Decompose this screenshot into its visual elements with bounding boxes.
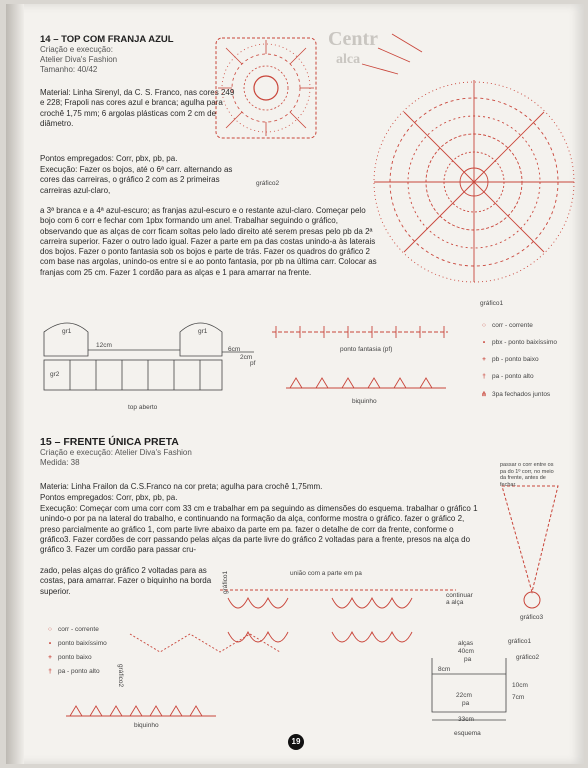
legend-label: pbx - ponto baixíssimo <box>492 339 558 346</box>
legend-item <box>476 373 534 380</box>
biquinho-label-bottom: biquinho <box>134 722 159 729</box>
grafico2-label: gráfico2 <box>256 180 280 187</box>
legend-symbol: • <box>48 640 52 647</box>
grafico2-square-motif <box>212 34 322 174</box>
top-aberto-6cm: 6cm <box>228 346 241 353</box>
top-aberto-2cm: 2cm <box>240 354 253 361</box>
pattern-15-execution: Execução: Começar com uma corr com 33 cm e trabalhar em pa seguindo as dimensões do esquema. trabalhar o gráfico 1 unindo-o por pa na lateral do trabalho, e continuando na formação da alça, conforme mostra o gráfico. fazer o gráfico 2, preso parcialmente ao gráfico 1, com parte livre abaixo da parte em pa. fazer o detalhe de corr da frente, conforme o gráfico3. Fazer cordões de corr passando pelas alças da parte livre do gráfico 2 voltadas para a frente, presos na alça do gráfico 3. Fazer um cordão para passar cru- <box>40 504 478 555</box>
esquema-40cm: 40cm <box>458 648 474 655</box>
esquema-22cm: 22cm <box>456 692 472 699</box>
pattern-14-points: Pontos empregados: Corr, pbx, pb, pa. <box>40 154 178 163</box>
top-aberto-label: top aberto <box>128 404 158 411</box>
esquema-7cm: 7cm <box>512 694 525 701</box>
page-number: 19 <box>288 734 304 750</box>
legend-label: pa - ponto alto <box>58 668 100 675</box>
legend-item <box>42 654 92 661</box>
pattern-14-size: Tamanho: 40/42 <box>40 65 98 74</box>
top-aberto-diagram <box>40 312 260 396</box>
grafico3-note: passar o corr entre os pa do 1º corr, no meio da frente, antes de fechar. <box>500 462 554 488</box>
top-aberto-pf: pf <box>250 360 256 367</box>
biquinho-label-top: biquinho <box>352 398 377 405</box>
legend-symbol: † <box>482 373 486 380</box>
legend-symbol: ○ <box>48 626 52 633</box>
top-aberto-gr1-right: gr1 <box>198 328 208 335</box>
pattern-15-material: Materia: Linha Frailon da C.S.Franco na cor preta; agulha para crochê 1,75mm. <box>40 482 323 491</box>
legend-label: ponto baixíssimo <box>58 640 107 647</box>
esquema-label: esquema <box>454 730 481 737</box>
pattern-15-size: Medida: 38 <box>40 458 80 467</box>
grafico2-side-label: gráfico2 <box>117 664 124 688</box>
grafico3-triangle <box>500 482 560 612</box>
biquinho-strip-top <box>286 376 446 392</box>
legend-symbol: ⋔ <box>481 391 487 398</box>
pattern-14-title: 14 – TOP COM FRANJA AZUL <box>40 34 174 45</box>
legend-symbol: † <box>48 668 52 675</box>
ponto-fantasia-strip <box>272 324 452 340</box>
esquema-pa: pa <box>464 656 472 663</box>
top-aberto-gr2: gr2 <box>50 371 60 378</box>
grafico1-strip-chart <box>220 582 460 702</box>
biquinho-strip-bottom <box>66 704 216 718</box>
legend-item <box>42 668 100 675</box>
grafico3-label: gráfico3 <box>520 614 544 621</box>
esquema-alcas: alças <box>458 640 474 647</box>
magazine-page <box>6 4 584 764</box>
grafico1-round-motif <box>352 34 582 294</box>
pattern-14-execution: a 3ª branca e a 4ª azul-escuro; as franjas azul-escuro e o restante azul-claro. Começar pelo bojo com 6 corr e fechar com 1pbx formando um anel. Trabalhar seguindo o gráfico, observando que as alças de corr ficam soltas pelo lado direito até serem presas pelo pb da 2ª carreira superior. Fazer o outro lado igual. Fazer a parte em pa das costas unindo-a às laterais dos bojos. Fazer o ponto fantasia sob os bojos e parte de trás. Fazer os quadros do gráfico 2 com base nas argolas, unindo-os entre si e ao ponto fantasia, por pb na última carr. Colocar as franjas com 25 cm. Fazer 1 cordão para as alças e 1 para amarrar na frente. <box>40 206 377 277</box>
top-aberto-gr1-left: gr1 <box>62 328 72 335</box>
legend-symbol: + <box>48 654 52 661</box>
pattern-14-execution-start: Execução: Fazer os bojos, até o 6ª carr. alternando as cores das carreiras, o gráfico 2 com as 2 primeiras carreiras azul-claro, <box>40 165 233 195</box>
continuar-alca-label: continuar a alça <box>446 592 473 606</box>
esquema-grafico2: gráfico2 <box>516 654 540 661</box>
pattern-15-title: 15 – FRENTE ÚNICA PRETA <box>40 436 179 448</box>
esquema-pa-2: pa <box>462 700 470 707</box>
legend-symbol: + <box>482 356 486 363</box>
legend-symbol: • <box>482 339 486 346</box>
esquema-33cm: 33cm <box>458 716 474 723</box>
pattern-14-material: Material: Linha Sirenyl, da C. S. Franco, nas cores 249 e 228; Frapoli nas cores azul e branca; agulha para crochê 1,75 mm; 6 argolas plásticas com 2 cm de diâmetro. <box>40 88 235 128</box>
legend-label: ponto baixo <box>58 654 92 661</box>
faded-heading: Centr <box>328 28 378 50</box>
top-aberto-12cm: 12cm <box>96 342 112 349</box>
legend-label: corr - corrente <box>58 626 99 633</box>
legend-item <box>476 339 557 346</box>
legend-item <box>42 626 99 633</box>
legend-item <box>476 390 550 398</box>
esquema-diagram <box>426 648 526 728</box>
legend-label: 3pa fechados juntos <box>492 391 551 398</box>
pattern-15-execution-end: zado, pelas alças do gráfico 2 voltadas para as costas, para amarrar. Fazer o biquinho na borda superior. <box>40 566 212 596</box>
faded-heading-2: alca <box>336 52 361 67</box>
legend-symbol: ○ <box>482 322 486 329</box>
pattern-14-creation: Criação e execução: <box>40 45 113 54</box>
pattern-15-points: Pontos empregados: Corr, pbx, pb, pa. <box>40 493 178 502</box>
uniao-label: união com a parte em pa <box>290 570 362 577</box>
esquema-grafico1: gráfico1 <box>508 638 532 645</box>
legend-label: pb - ponto baixo <box>492 356 539 363</box>
legend-item <box>476 322 533 329</box>
grafico1-label: gráfico1 <box>480 300 504 307</box>
pattern-15-header <box>40 436 300 468</box>
legend-item <box>42 640 107 647</box>
pattern-15-creation: Criação e execução: Atelier Diva's Fashion <box>40 448 192 457</box>
legend-label: pa - ponto alto <box>492 373 534 380</box>
page-binding-shadow <box>6 4 24 764</box>
ponto-fantasia-label: ponto fantasia (pf) <box>340 346 393 353</box>
esquema-8cm: 8cm <box>438 666 451 673</box>
legend-item <box>476 356 539 363</box>
grafico1-side-label: gráfico1 <box>222 570 229 594</box>
pattern-14-atelier: Atelier Diva's Fashion <box>40 55 118 64</box>
legend-label: corr - corrente <box>492 322 533 329</box>
esquema-10cm: 10cm <box>512 682 528 689</box>
pattern-14-header <box>40 34 240 75</box>
